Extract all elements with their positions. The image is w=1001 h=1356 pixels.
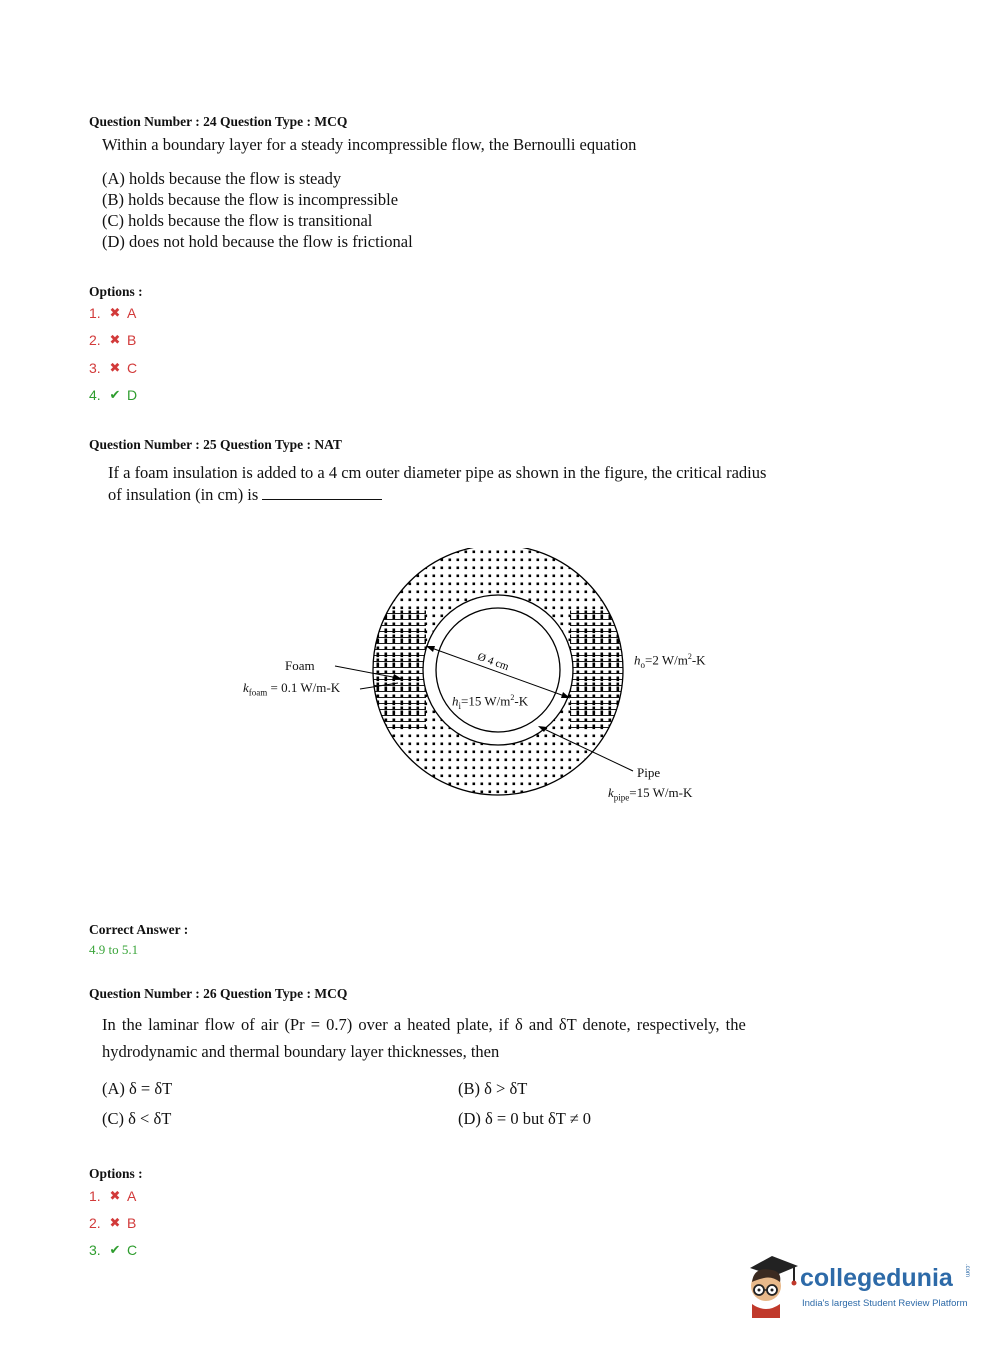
q24-option-2[interactable]: [89, 332, 136, 348]
option-number: 3.: [89, 360, 101, 376]
q26-option-1[interactable]: [89, 1188, 136, 1204]
q26-choice-d: (D) δ = 0 but δT ≠ 0: [458, 1109, 592, 1128]
option-number: 1.: [89, 305, 101, 321]
cross-icon: ✖: [109, 332, 121, 347]
q26-choice-b: (B) δ > δT: [458, 1079, 528, 1098]
h-symbol: h: [634, 652, 641, 668]
q25-stem-text: of insulation (in cm) is: [108, 485, 259, 504]
superscript: 2: [510, 693, 515, 702]
superscript: 2: [687, 652, 692, 661]
h-outer-label: [634, 652, 706, 670]
k-symbol: k: [243, 680, 249, 695]
option-number: 2.: [89, 332, 101, 348]
collegedunia-logo[interactable]: [742, 1252, 982, 1322]
q24-header: Question Number : 24 Question Type : MCQ: [89, 114, 348, 129]
q24-options-label: Options :: [89, 284, 143, 299]
k-subscript: pipe: [613, 792, 630, 803]
q24-choice-c: (C) holds because the flow is transitional: [102, 211, 373, 230]
q24-option-4[interactable]: [89, 387, 137, 403]
q24-choice-a: (A) holds because the flow is steady: [102, 169, 342, 188]
logo-wordmark: collegedunia: [800, 1264, 953, 1292]
cross-icon: ✖: [109, 305, 121, 320]
k-value: = 0.1 W/m-K: [267, 680, 341, 695]
h-subscript: o: [640, 659, 645, 670]
q24-choice-b: (B) holds because the flow is incompressible: [102, 190, 399, 209]
option-letter: C: [127, 360, 138, 376]
option-number: 1.: [89, 1188, 101, 1204]
mascot-icon: [742, 1252, 800, 1318]
q26-option-2[interactable]: [89, 1215, 136, 1231]
q24-option-3[interactable]: [89, 360, 137, 376]
h-unit: -K: [691, 652, 706, 668]
q26-options-label: Options :: [89, 1166, 143, 1181]
h-value: =2 W/m: [645, 652, 688, 668]
foam-label: Foam: [285, 658, 315, 673]
logo-tagline: India's largest Student Review Platform: [802, 1298, 968, 1309]
q26-header: Question Number : 26 Question Type : MCQ: [89, 986, 348, 1001]
option-letter: A: [127, 1188, 137, 1204]
q25-stem-line2: [108, 484, 382, 505]
h-subscript: i: [458, 700, 462, 711]
cross-icon: ✖: [109, 1215, 121, 1230]
q26-stem-line2: hydrodynamic and thermal boundary layer thicknesses, then: [102, 1042, 500, 1061]
q26-option-3[interactable]: [89, 1242, 137, 1258]
cross-icon: ✖: [109, 1188, 121, 1203]
option-letter: A: [127, 305, 137, 321]
cross-icon: ✖: [109, 360, 121, 375]
pipe-label: Pipe: [637, 765, 661, 780]
q25-header: Question Number : 25 Question Type : NAT: [89, 437, 342, 452]
h-unit: -K: [514, 693, 529, 709]
logo-com: .com: [964, 1264, 970, 1278]
q24-choice-d: (D) does not hold because the flow is frictional: [102, 232, 413, 251]
k-subscript: foam: [248, 687, 268, 698]
h-value: =15 W/m: [461, 693, 511, 709]
q25-answer-value: 4.9 to 5.1: [89, 942, 139, 957]
k-symbol: k: [608, 785, 614, 800]
k-pipe-label: [608, 785, 692, 803]
q24-stem: Within a boundary layer for a steady incompressible flow, the Bernoulli equation: [102, 135, 637, 154]
option-letter: D: [127, 387, 138, 403]
q26-choice-c: (C) δ < δT: [102, 1109, 172, 1128]
check-icon: ✔: [109, 1242, 121, 1257]
k-value: =15 W/m-K: [629, 785, 693, 800]
q24-option-1[interactable]: [89, 305, 136, 321]
diameter-label: Ø 4 cm: [475, 650, 511, 674]
k-foam-label: [243, 680, 340, 698]
option-letter: C: [127, 1242, 138, 1258]
option-letter: B: [127, 332, 137, 348]
q25-stem-line1: If a foam insulation is added to a 4 cm outer diameter pipe as shown in the figure, the critical radius: [108, 463, 767, 482]
q26-choice-a: (A) δ = δT: [102, 1079, 173, 1098]
check-icon: ✔: [109, 387, 121, 402]
option-letter: B: [127, 1215, 137, 1231]
h-inner-label: [452, 693, 528, 711]
q26-stem-line1: In the laminar flow of air (Pr = 0.7) over a heated plate, if δ and δT denote, respectively, the: [102, 1015, 746, 1034]
option-number: 3.: [89, 1242, 101, 1258]
answer-blank: [262, 485, 382, 500]
insulation-figure: [230, 548, 750, 808]
q25-answer-label: Correct Answer :: [89, 922, 189, 937]
option-number: 4.: [89, 387, 101, 403]
option-number: 2.: [89, 1215, 101, 1231]
h-symbol: h: [452, 693, 459, 709]
